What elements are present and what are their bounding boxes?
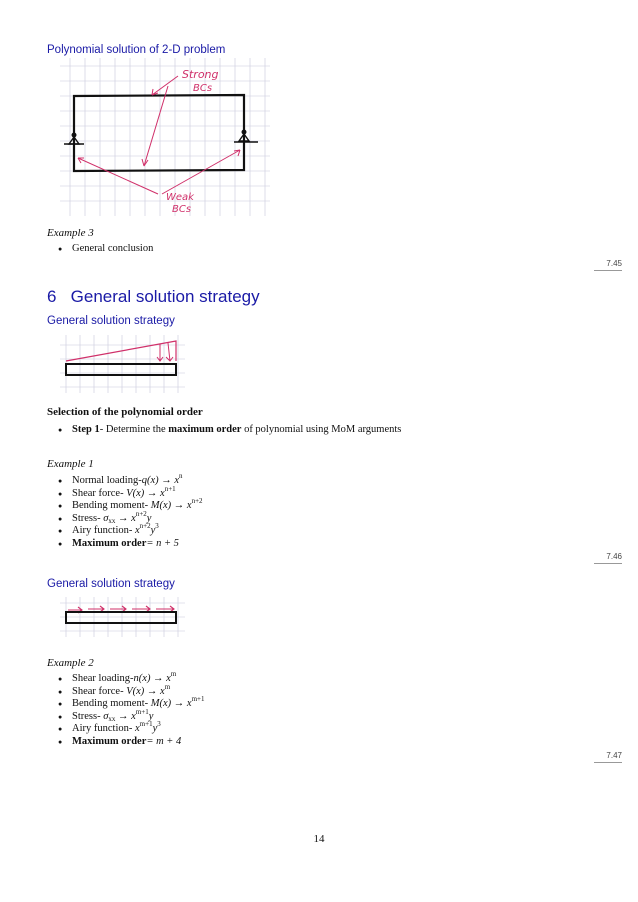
section-title: General solution strategy [70,287,260,306]
example-label: Example 1 [47,458,94,470]
beam-normal-loading-sketch [60,335,185,393]
list-item: ● Shear force- $V(x) \to x^{n+1}$ [58,488,203,501]
section-number: 6 [47,287,57,306]
bullet-list [58,472,203,551]
bullet-list [58,243,153,256]
divider [594,762,622,763]
boundary-conditions-sketch [60,58,270,216]
bullet-list [58,670,205,749]
list-item: ● Stress- $\sigma_{xx} \to x^{m+1}y$ [58,711,204,724]
list-item: ● Step 1- Determine the maximum order of polynomial using MoM arguments [58,424,401,437]
example-label: Example 3 [47,227,94,239]
list-item: ● Airy function- $x^{n+2}y^3$ [58,525,203,538]
list-item: ● Bending moment- $M(x) \to x^{n+2}$ [58,500,203,513]
slide-number: 7.47 [606,751,622,760]
list-item: ● Maximum order= n + 5 [58,538,203,551]
list-item: ● General conclusion [58,243,153,256]
slide-title: Polynomial solution of 2-D problem [47,44,226,56]
section-heading [47,287,260,307]
page-number: 14 [313,833,325,845]
svg-text:BCs: BCs [193,83,213,94]
slide-number: 7.46 [606,552,622,561]
bullet-list [58,424,401,437]
strong-bcs-label: Strong [182,68,219,81]
slide-number: 7.45 [606,259,622,268]
section-subheading: Selection of the polynomial order [47,406,203,418]
svg-text:BCs: BCs [172,204,192,215]
list-item: ● Maximum order= m + 4 [58,736,204,749]
list-item: ● Bending moment- $M(x) \to x^{m+1}$ [58,698,204,711]
slide-title: General solution strategy [47,315,175,327]
list-item: ● Shear force- $V(x) \to x^m$ [58,686,204,699]
divider [594,563,622,564]
list-item: ● Shear loading-n(x) → $x^m$ [58,673,204,686]
weak-bcs-label: Weak [166,192,194,203]
slide-title: General solution strategy [47,578,175,590]
beam-shear-loading-sketch [60,597,185,637]
list-item: ● Normal loading-q(x) → $x^n$ [58,475,203,488]
divider [594,270,622,271]
list-item: ● Airy function- $x^{m+1}y^3$ [58,723,204,736]
list-item: ● Stress- $\sigma_{xx} \to x^{n+2}y$ [58,513,203,526]
example-label: Example 2 [47,657,94,669]
